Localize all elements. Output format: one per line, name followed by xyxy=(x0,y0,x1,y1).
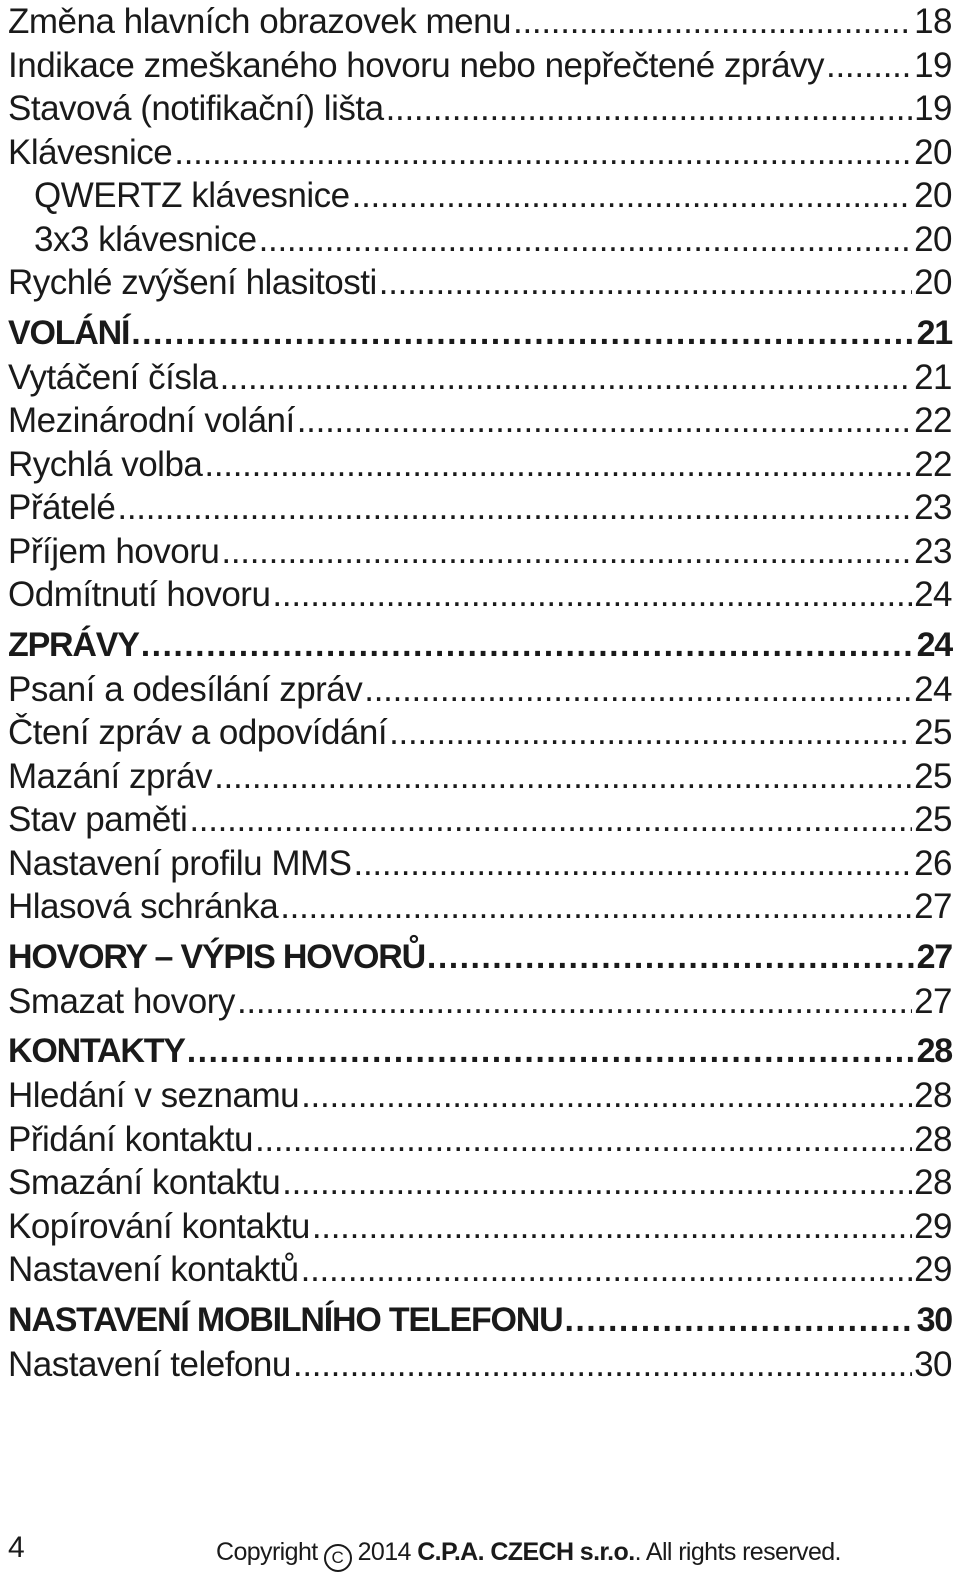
toc-entry-title: Kopírování kontaktu xyxy=(8,1206,310,1246)
toc-entry-page: 27 xyxy=(914,981,952,1021)
toc-entry-title: Nastavení kontaktů xyxy=(8,1250,299,1289)
toc-entry-title: Mazání zpráv xyxy=(8,756,213,796)
toc-entry xyxy=(8,399,952,443)
toc-entry-page: 25 xyxy=(914,713,952,752)
dot-leader xyxy=(354,842,913,886)
dot-leader xyxy=(204,443,912,487)
toc-entry-page: 27 xyxy=(916,937,952,976)
dot-leader xyxy=(237,980,912,1024)
copyright-icon: C xyxy=(324,1544,352,1572)
toc-entry-title: 3x3 klávesnice xyxy=(34,219,257,259)
toc-section-heading xyxy=(8,1029,952,1074)
toc-entry xyxy=(8,261,952,305)
dot-leader xyxy=(301,1074,912,1118)
toc-entry-page: 30 xyxy=(916,1300,952,1339)
toc-entry xyxy=(8,1161,952,1205)
dot-leader xyxy=(312,1205,912,1249)
toc-entry-page: 24 xyxy=(914,575,952,614)
toc-entry-title: Stav paměti xyxy=(8,800,188,839)
rights-text: . All rights reserved. xyxy=(634,1538,841,1566)
toc-entry xyxy=(8,87,952,131)
toc-entry-title: Přidání kontaktu xyxy=(8,1119,253,1159)
toc-entry-title: Mezinárodní volání xyxy=(8,401,295,440)
toc-entry-page: 21 xyxy=(914,357,952,397)
dot-leader xyxy=(301,1248,912,1292)
toc-entry-page: 22 xyxy=(914,401,952,440)
toc-entry xyxy=(8,842,952,886)
dot-leader xyxy=(221,530,912,574)
toc-entry-title: Rychlá volba xyxy=(8,444,203,484)
dot-leader xyxy=(141,623,915,668)
dot-leader xyxy=(220,356,912,400)
dot-leader xyxy=(187,1029,915,1074)
toc-entry xyxy=(8,1118,952,1162)
dot-leader xyxy=(352,174,912,218)
copyright-year: 2014 xyxy=(357,1538,411,1566)
copyright-notice xyxy=(216,1532,841,1572)
toc-section-heading xyxy=(8,623,952,668)
dot-leader xyxy=(214,755,912,799)
dot-leader xyxy=(297,399,912,443)
toc-entry-page: 22 xyxy=(914,444,952,484)
toc-entry xyxy=(8,668,952,712)
toc-entry-page: 30 xyxy=(914,1344,952,1384)
toc-entry-page: 25 xyxy=(914,756,952,796)
dot-leader xyxy=(379,261,912,305)
toc-entry-page: 23 xyxy=(914,488,952,527)
toc-section-heading xyxy=(8,935,952,980)
toc-entry-page: 20 xyxy=(914,132,952,172)
toc-entry xyxy=(8,711,952,755)
dot-leader xyxy=(131,311,914,356)
toc-entry-page: 29 xyxy=(914,1206,952,1246)
toc-entry-title: Smazat hovory xyxy=(8,981,235,1021)
toc-entry xyxy=(8,356,952,400)
toc-entry-title: VOLÁNÍ xyxy=(8,313,130,352)
toc-entry xyxy=(8,218,952,262)
toc-entry-page: 28 xyxy=(914,1076,952,1115)
dot-leader xyxy=(174,131,912,175)
toc-entry-page: 21 xyxy=(916,313,952,352)
toc-entry-page: 20 xyxy=(914,176,952,215)
toc-entry-title: KONTAKTY xyxy=(8,1032,185,1070)
dot-leader xyxy=(293,1343,912,1387)
toc-entry-page: 27 xyxy=(914,887,952,926)
toc-entry xyxy=(8,1074,952,1118)
dot-leader xyxy=(427,935,915,980)
toc-entry xyxy=(8,174,952,218)
toc-entry-page: 24 xyxy=(914,669,952,709)
toc-entry-page: 20 xyxy=(914,219,952,259)
toc-entry-title: Odmítnutí hovoru xyxy=(8,575,271,614)
dot-leader xyxy=(826,44,912,88)
toc-entry xyxy=(8,980,952,1024)
toc-entry xyxy=(8,486,952,530)
toc-entry-page: 24 xyxy=(916,625,952,664)
toc-entry-title: NASTAVENÍ MOBILNÍHO TELEFONU xyxy=(8,1300,563,1339)
toc-entry-title: ZPRÁVY xyxy=(8,625,139,664)
table-of-contents xyxy=(8,0,952,1386)
dot-leader xyxy=(280,885,912,929)
toc-entry-title: Stavová (notifikační) lišta xyxy=(8,89,384,128)
toc-entry xyxy=(8,573,952,617)
dot-leader xyxy=(282,1161,912,1205)
toc-entry-page: 26 xyxy=(914,843,952,883)
toc-entry-page: 23 xyxy=(914,531,952,571)
toc-entry-page: 19 xyxy=(914,89,952,128)
toc-section-heading xyxy=(8,311,952,356)
toc-entry xyxy=(8,44,952,88)
copyright-word: Copyright xyxy=(216,1538,318,1566)
toc-entry-page: 28 xyxy=(916,1032,952,1070)
dot-leader xyxy=(364,668,912,712)
dot-leader xyxy=(255,1118,912,1162)
page-footer xyxy=(0,1528,960,1568)
dot-leader xyxy=(272,573,912,617)
toc-entry-page: 18 xyxy=(914,2,952,41)
toc-entry xyxy=(8,1343,952,1387)
toc-entry xyxy=(8,530,952,574)
toc-entry-title: Příjem hovoru xyxy=(8,531,220,571)
company-name: C.P.A. CZECH s.r.o. xyxy=(417,1538,635,1566)
toc-entry-title: Smazání kontaktu xyxy=(8,1163,281,1202)
dot-leader xyxy=(259,218,912,262)
toc-entry xyxy=(8,443,952,487)
toc-entry-title: Přátelé xyxy=(8,488,116,527)
toc-entry xyxy=(8,755,952,799)
toc-entry-title: QWERTZ klávesnice xyxy=(34,176,350,215)
toc-entry-title: Čtení zpráv a odpovídání xyxy=(8,713,388,752)
toc-entry-title: Rychlé zvýšení hlasitosti xyxy=(8,263,377,302)
dot-leader xyxy=(386,87,913,131)
dot-leader xyxy=(513,0,912,44)
toc-entry-title: Psaní a odesílání zpráv xyxy=(8,669,363,709)
toc-entry-title: Nastavení profilu MMS xyxy=(8,843,352,883)
toc-entry-page: 29 xyxy=(914,1250,952,1289)
toc-entry xyxy=(8,885,952,929)
toc-entry xyxy=(8,1248,952,1292)
toc-entry xyxy=(8,798,952,842)
toc-section-heading xyxy=(8,1298,952,1343)
toc-entry-title: Vytáčení čísla xyxy=(8,357,218,397)
toc-entry xyxy=(8,1205,952,1249)
dot-leader xyxy=(189,798,912,842)
toc-entry-page: 25 xyxy=(914,800,952,839)
toc-entry-title: Hlasová schránka xyxy=(8,887,279,926)
toc-entry-title: Nastavení telefonu xyxy=(8,1344,291,1384)
toc-entry-page: 19 xyxy=(914,45,952,85)
toc-entry-title: Hledání v seznamu xyxy=(8,1076,300,1115)
dot-leader xyxy=(389,711,912,755)
toc-entry-title: Změna hlavních obrazovek menu xyxy=(8,2,511,41)
toc-entry-page: 28 xyxy=(914,1163,952,1202)
toc-entry-page: 20 xyxy=(914,263,952,302)
toc-entry-title: HOVORY – VÝPIS HOVORŮ xyxy=(8,937,425,976)
toc-entry-title: Klávesnice xyxy=(8,132,173,172)
toc-entry-title: Indikace zmeškaného hovoru nebo nepřečtené zprávy xyxy=(8,45,825,85)
toc-entry-page: 28 xyxy=(914,1119,952,1159)
dot-leader xyxy=(564,1298,914,1343)
dot-leader xyxy=(117,486,912,530)
toc-entry xyxy=(8,131,952,175)
toc-entry xyxy=(8,0,952,44)
page-number: 4 xyxy=(8,1531,25,1564)
